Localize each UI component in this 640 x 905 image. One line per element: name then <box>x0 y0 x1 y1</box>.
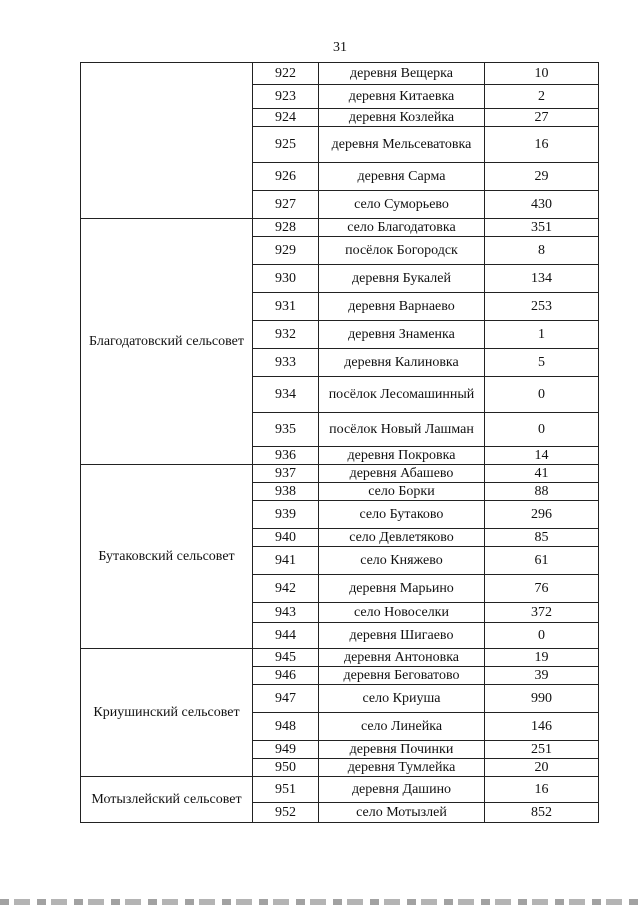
population-cell: 1 <box>485 321 599 349</box>
population-cell: 351 <box>485 219 599 237</box>
settlement-name-cell: деревня Вещерка <box>319 63 485 85</box>
table-row <box>81 219 599 237</box>
settlement-name-cell: деревня Абашево <box>319 465 485 483</box>
population-cell: 27 <box>485 109 599 127</box>
settlement-name-cell: деревня Китаевка <box>319 85 485 109</box>
population-cell: 253 <box>485 293 599 321</box>
settlement-number-cell: 934 <box>253 377 319 413</box>
settlement-number-cell: 931 <box>253 293 319 321</box>
population-cell: 251 <box>485 741 599 759</box>
settlements-table-body <box>81 63 599 823</box>
population-cell: 0 <box>485 413 599 447</box>
settlement-name-cell: деревня Сарма <box>319 163 485 191</box>
population-cell: 10 <box>485 63 599 85</box>
settlement-number-cell: 950 <box>253 759 319 777</box>
population-cell: 61 <box>485 547 599 575</box>
settlement-name-cell: деревня Покровка <box>319 447 485 465</box>
settlement-name-cell: посёлок Богородск <box>319 237 485 265</box>
population-cell: 0 <box>485 623 599 649</box>
page-number: 31 <box>333 40 347 55</box>
settlement-name-cell: деревня Варнаево <box>319 293 485 321</box>
settlement-name-cell: село Княжево <box>319 547 485 575</box>
population-cell: 2 <box>485 85 599 109</box>
settlement-number-cell: 929 <box>253 237 319 265</box>
settlement-name-cell: село Благодатовка <box>319 219 485 237</box>
population-cell: 76 <box>485 575 599 603</box>
table-row <box>81 465 599 483</box>
population-cell: 41 <box>485 465 599 483</box>
settlement-number-cell: 948 <box>253 713 319 741</box>
settlements-table <box>80 62 599 823</box>
settlement-name-cell: село Мотызлей <box>319 803 485 823</box>
settlement-name-cell: посёлок Новый Лашман <box>319 413 485 447</box>
population-cell: 88 <box>485 483 599 501</box>
population-cell: 0 <box>485 377 599 413</box>
population-cell: 372 <box>485 603 599 623</box>
settlement-number-cell: 935 <box>253 413 319 447</box>
population-cell: 14 <box>485 447 599 465</box>
settlement-name-cell: село Новоселки <box>319 603 485 623</box>
settlement-name-cell: село Суморьево <box>319 191 485 219</box>
settlement-number-cell: 922 <box>253 63 319 85</box>
settlement-number-cell: 937 <box>253 465 319 483</box>
population-cell: 296 <box>485 501 599 529</box>
settlement-number-cell: 942 <box>253 575 319 603</box>
settlement-number-cell: 925 <box>253 127 319 163</box>
settlement-name-cell: деревня Козлейка <box>319 109 485 127</box>
settlement-name-cell: село Девлетяково <box>319 529 485 547</box>
settlement-name-cell: деревня Калиновка <box>319 349 485 377</box>
settlement-name-cell: деревня Букалей <box>319 265 485 293</box>
population-cell: 16 <box>485 127 599 163</box>
settlement-number-cell: 927 <box>253 191 319 219</box>
settlement-number-cell: 945 <box>253 649 319 667</box>
table-row <box>81 649 599 667</box>
population-cell: 852 <box>485 803 599 823</box>
population-cell: 16 <box>485 777 599 803</box>
council-name-cell: Благодатовский сельсовет <box>81 219 253 465</box>
settlement-number-cell: 944 <box>253 623 319 649</box>
settlement-name-cell: деревня Мельсеватовка <box>319 127 485 163</box>
settlement-number-cell: 946 <box>253 667 319 685</box>
table-row <box>81 63 599 85</box>
settlement-name-cell: деревня Починки <box>319 741 485 759</box>
settlement-number-cell: 936 <box>253 447 319 465</box>
settlement-number-cell: 938 <box>253 483 319 501</box>
settlement-name-cell: деревня Дашино <box>319 777 485 803</box>
population-cell: 146 <box>485 713 599 741</box>
population-cell: 134 <box>485 265 599 293</box>
council-name-cell: Бутаковский сельсовет <box>81 465 253 649</box>
settlement-name-cell: деревня Знаменка <box>319 321 485 349</box>
settlement-number-cell: 932 <box>253 321 319 349</box>
settlement-number-cell: 939 <box>253 501 319 529</box>
population-cell: 430 <box>485 191 599 219</box>
scan-artifact-strip <box>0 899 640 905</box>
council-name-cell <box>81 63 253 219</box>
settlement-number-cell: 930 <box>253 265 319 293</box>
population-cell: 19 <box>485 649 599 667</box>
settlement-number-cell: 923 <box>253 85 319 109</box>
settlement-number-cell: 926 <box>253 163 319 191</box>
settlement-name-cell: деревня Шигаево <box>319 623 485 649</box>
population-cell: 39 <box>485 667 599 685</box>
settlement-number-cell: 943 <box>253 603 319 623</box>
settlement-name-cell: деревня Марьино <box>319 575 485 603</box>
population-cell: 5 <box>485 349 599 377</box>
settlement-name-cell: село Криуша <box>319 685 485 713</box>
settlement-number-cell: 947 <box>253 685 319 713</box>
settlement-name-cell: село Линейка <box>319 713 485 741</box>
council-name-cell: Криушинский сельсовет <box>81 649 253 777</box>
settlement-number-cell: 933 <box>253 349 319 377</box>
population-cell: 29 <box>485 163 599 191</box>
settlement-name-cell: посёлок Лесомашинный <box>319 377 485 413</box>
settlement-name-cell: деревня Беговатово <box>319 667 485 685</box>
settlement-name-cell: село Борки <box>319 483 485 501</box>
population-cell: 8 <box>485 237 599 265</box>
settlement-number-cell: 949 <box>253 741 319 759</box>
population-cell: 85 <box>485 529 599 547</box>
settlement-name-cell: село Бутаково <box>319 501 485 529</box>
settlement-name-cell: деревня Антоновка <box>319 649 485 667</box>
settlement-number-cell: 940 <box>253 529 319 547</box>
population-cell: 990 <box>485 685 599 713</box>
settlement-number-cell: 952 <box>253 803 319 823</box>
settlement-number-cell: 928 <box>253 219 319 237</box>
settlement-name-cell: деревня Тумлейка <box>319 759 485 777</box>
settlement-number-cell: 951 <box>253 777 319 803</box>
council-name-cell: Мотызлейский сельсовет <box>81 777 253 823</box>
population-cell: 20 <box>485 759 599 777</box>
table-row <box>81 777 599 803</box>
settlement-number-cell: 941 <box>253 547 319 575</box>
settlement-number-cell: 924 <box>253 109 319 127</box>
